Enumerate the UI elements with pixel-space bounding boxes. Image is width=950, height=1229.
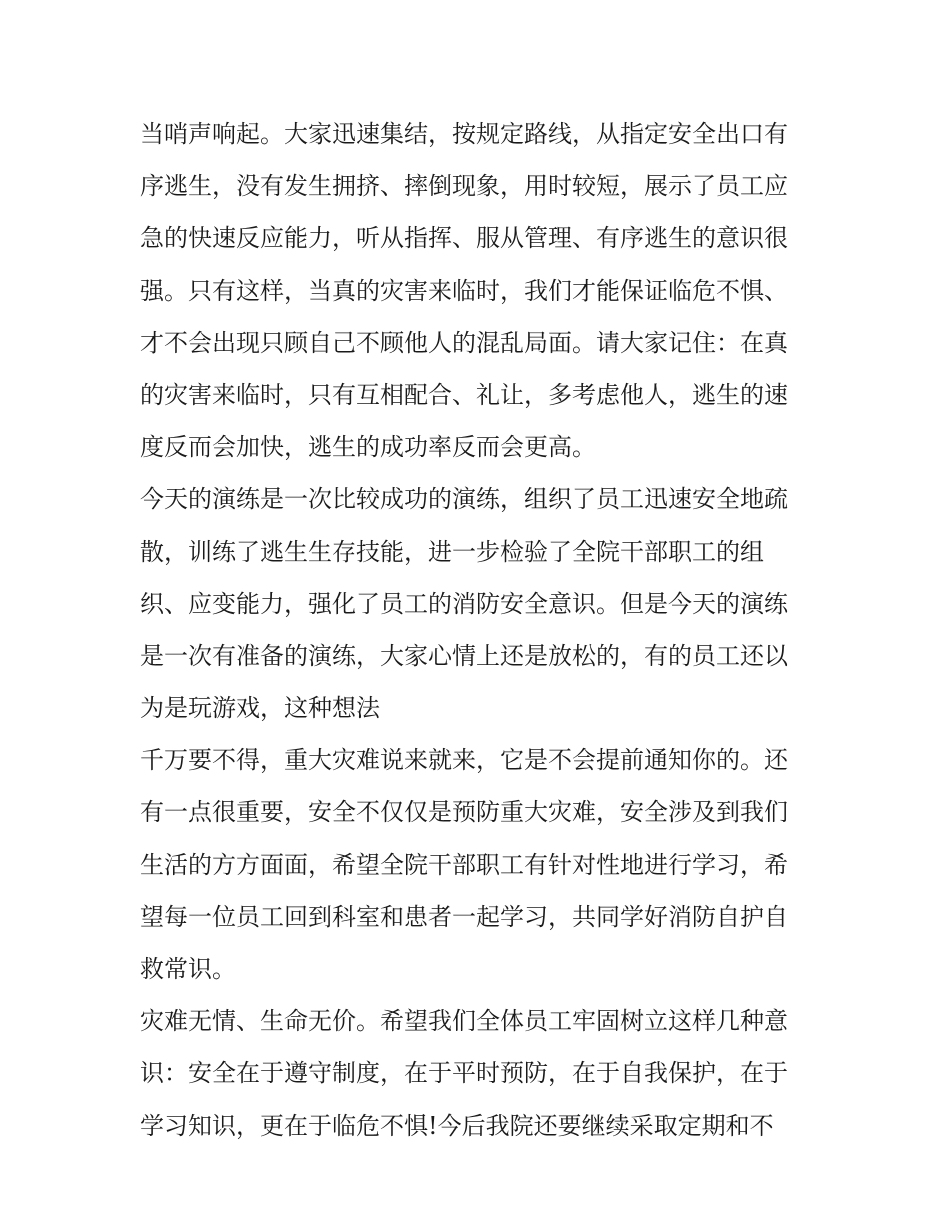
text-line: 序逃生，没有发生拥挤、摔倒现象，用时较短，展示了员工应	[140, 172, 788, 201]
text-line: 才不会出现只顾自己不顾他人的混乱局面。请大家记住：在真	[140, 328, 788, 357]
text-line: 强。只有这样，当真的灾害来临时，我们才能保证临危不惧、	[140, 276, 788, 305]
text-line: 的灾害来临时，只有互相配合、礼让，多考虑他人，逃生的速	[140, 380, 788, 409]
body-text	[140, 108, 830, 1152]
text-line: 是一次有准备的演练，大家心情上还是放松的，有的员工还以	[140, 641, 788, 670]
text-line: 散，训练了逃生生存技能，进一步检验了全院干部职工的组	[140, 537, 764, 566]
text-line: 有一点很重要，安全不仅仅是预防重大灾难，安全涉及到我们	[140, 798, 788, 827]
text-line: 灾难无情、生命无价。希望我们全体员工牢固树立这样几种意	[140, 1007, 788, 1036]
text-line: 急的快速反应能力，听从指挥、服从管理、有序逃生的意识很	[140, 224, 788, 253]
text-line: 学习知识，更在于临危不惧!今后我院还要继续采取定期和不	[140, 1111, 774, 1140]
text-line: 识：安全在于遵守制度，在于平时预防，在于自我保护，在于	[140, 1059, 788, 1088]
text-line: 当哨声响起。大家迅速集结，按规定路线，从指定安全出口有	[140, 120, 788, 148]
text-line: 今天的演练是一次比较成功的演练，组织了员工迅速安全地疏	[140, 485, 788, 514]
text-line: 救常识。	[140, 955, 236, 983]
text-line: 为是玩游戏，这种想法	[140, 694, 380, 723]
text-line: 千万要不得，重大灾难说来就来，它是不会提前通知你的。还	[140, 746, 788, 775]
text-line: 织、应变能力，强化了员工的消防安全意识。但是今天的演练	[140, 589, 788, 618]
text-line: 生活的方方面面，希望全院干部职工有针对性地进行学习，希	[140, 850, 788, 879]
text-line: 望每一位员工回到科室和患者一起学习，共同学好消防自护自	[140, 902, 788, 931]
text-line: 度反而会加快，逃生的成功率反而会更高。	[140, 433, 596, 462]
